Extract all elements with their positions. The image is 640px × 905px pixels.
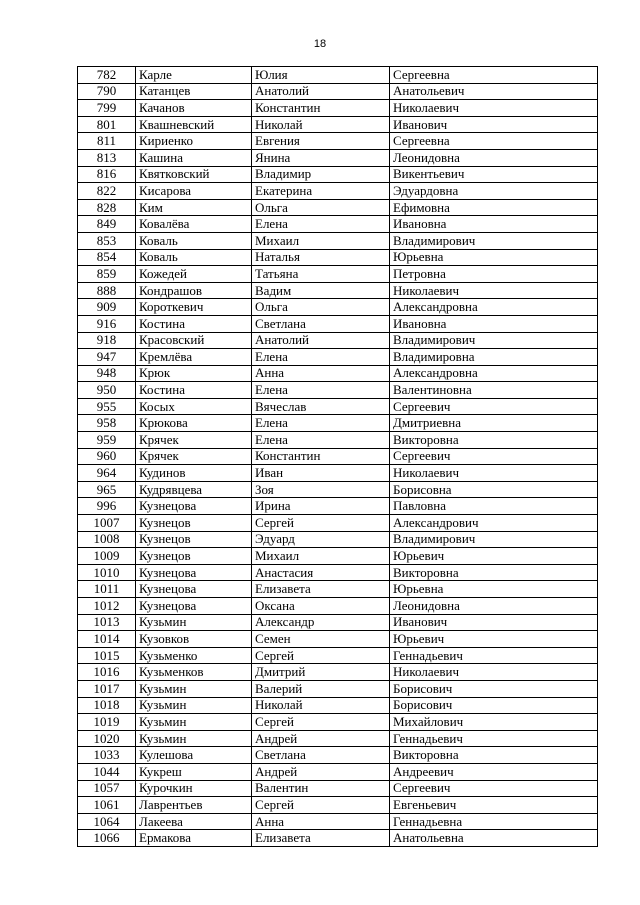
last-name-cell: Короткевич: [136, 299, 252, 316]
row-number-cell: 960: [78, 448, 136, 465]
last-name-cell: Кремлёва: [136, 349, 252, 366]
last-name-cell: Крячек: [136, 448, 252, 465]
last-name-cell: Кондрашов: [136, 282, 252, 299]
table-row: [78, 398, 598, 415]
first-name-cell: Николай: [252, 697, 390, 714]
table-row: [78, 448, 598, 465]
last-name-cell: Кукреш: [136, 763, 252, 780]
row-number-cell: 1007: [78, 515, 136, 532]
patronymic-cell: Викторовна: [390, 564, 598, 581]
last-name-cell: Кузнецов: [136, 548, 252, 565]
patronymic-cell: Юрьевна: [390, 249, 598, 266]
last-name-cell: Качанов: [136, 100, 252, 117]
last-name-cell: Кириенко: [136, 133, 252, 150]
patronymic-cell: Владимирович: [390, 332, 598, 349]
row-number-cell: 799: [78, 100, 136, 117]
table-row: [78, 83, 598, 100]
last-name-cell: Ковалёва: [136, 216, 252, 233]
patronymic-cell: Ивановна: [390, 315, 598, 332]
last-name-cell: Костина: [136, 382, 252, 399]
first-name-cell: Сергей: [252, 714, 390, 731]
first-name-cell: Светлана: [252, 315, 390, 332]
last-name-cell: Катанцев: [136, 83, 252, 100]
patronymic-cell: Петровна: [390, 266, 598, 283]
first-name-cell: Андрей: [252, 730, 390, 747]
patronymic-cell: Александровна: [390, 365, 598, 382]
patronymic-cell: Леонидовна: [390, 149, 598, 166]
table-row: [78, 216, 598, 233]
table-row: [78, 498, 598, 515]
table-row: [78, 647, 598, 664]
last-name-cell: Косых: [136, 398, 252, 415]
table-row: [78, 432, 598, 449]
name-list-body: [78, 67, 598, 847]
table-row: [78, 133, 598, 150]
table-row: [78, 315, 598, 332]
first-name-cell: Оксана: [252, 598, 390, 615]
table-row: [78, 780, 598, 797]
first-name-cell: Юлия: [252, 67, 390, 84]
first-name-cell: Наталья: [252, 249, 390, 266]
row-number-cell: 1012: [78, 598, 136, 615]
last-name-cell: Кузовков: [136, 631, 252, 648]
patronymic-cell: Юрьевич: [390, 548, 598, 565]
table-row: [78, 631, 598, 648]
first-name-cell: Валерий: [252, 680, 390, 697]
first-name-cell: Елена: [252, 415, 390, 432]
last-name-cell: Кузнецов: [136, 531, 252, 548]
table-row: [78, 548, 598, 565]
patronymic-cell: Борисовна: [390, 481, 598, 498]
table-row: [78, 614, 598, 631]
last-name-cell: Кузьмин: [136, 714, 252, 731]
row-number-cell: 1018: [78, 697, 136, 714]
row-number-cell: 1011: [78, 581, 136, 598]
patronymic-cell: Юрьевич: [390, 631, 598, 648]
table-row: [78, 266, 598, 283]
table-row: [78, 830, 598, 847]
row-number-cell: 811: [78, 133, 136, 150]
row-number-cell: 950: [78, 382, 136, 399]
last-name-cell: Крюкова: [136, 415, 252, 432]
last-name-cell: Курочкин: [136, 780, 252, 797]
patronymic-cell: Сергеевич: [390, 780, 598, 797]
last-name-cell: Кузьменков: [136, 664, 252, 681]
last-name-cell: Кузьменко: [136, 647, 252, 664]
first-name-cell: Вячеслав: [252, 398, 390, 415]
last-name-cell: Кузнецова: [136, 498, 252, 515]
patronymic-cell: Сергеевна: [390, 67, 598, 84]
row-number-cell: 1010: [78, 564, 136, 581]
table-row: [78, 349, 598, 366]
row-number-cell: 859: [78, 266, 136, 283]
patronymic-cell: Анатольевна: [390, 830, 598, 847]
patronymic-cell: Борисович: [390, 697, 598, 714]
row-number-cell: 947: [78, 349, 136, 366]
row-number-cell: 1044: [78, 763, 136, 780]
row-number-cell: 1008: [78, 531, 136, 548]
last-name-cell: Квашневский: [136, 116, 252, 133]
last-name-cell: Кузьмин: [136, 680, 252, 697]
patronymic-cell: Валентиновна: [390, 382, 598, 399]
patronymic-cell: Викторовна: [390, 747, 598, 764]
patronymic-cell: Юрьевна: [390, 581, 598, 598]
last-name-cell: Ким: [136, 199, 252, 216]
first-name-cell: Валентин: [252, 780, 390, 797]
table-row: [78, 813, 598, 830]
first-name-cell: Александр: [252, 614, 390, 631]
first-name-cell: Елена: [252, 382, 390, 399]
first-name-cell: Константин: [252, 448, 390, 465]
patronymic-cell: Ефимовна: [390, 199, 598, 216]
first-name-cell: Андрей: [252, 763, 390, 780]
first-name-cell: Ольга: [252, 199, 390, 216]
first-name-cell: Елизавета: [252, 581, 390, 598]
row-number-cell: 1057: [78, 780, 136, 797]
row-number-cell: 965: [78, 481, 136, 498]
patronymic-cell: Николаевич: [390, 100, 598, 117]
patronymic-cell: Николаевич: [390, 465, 598, 482]
last-name-cell: Кожедей: [136, 266, 252, 283]
patronymic-cell: Геннадьевич: [390, 647, 598, 664]
patronymic-cell: Владимирович: [390, 232, 598, 249]
first-name-cell: Зоя: [252, 481, 390, 498]
patronymic-cell: Николаевич: [390, 664, 598, 681]
table-row: [78, 199, 598, 216]
table-row: [78, 249, 598, 266]
patronymic-cell: Леонидовна: [390, 598, 598, 615]
row-number-cell: 1061: [78, 797, 136, 814]
first-name-cell: Елена: [252, 432, 390, 449]
row-number-cell: 948: [78, 365, 136, 382]
row-number-cell: 959: [78, 432, 136, 449]
table-row: [78, 797, 598, 814]
patronymic-cell: Александровна: [390, 299, 598, 316]
first-name-cell: Екатерина: [252, 183, 390, 200]
patronymic-cell: Сергеевич: [390, 448, 598, 465]
first-name-cell: Сергей: [252, 647, 390, 664]
table-row: [78, 680, 598, 697]
row-number-cell: 822: [78, 183, 136, 200]
row-number-cell: 801: [78, 116, 136, 133]
first-name-cell: Анатолий: [252, 83, 390, 100]
first-name-cell: Ирина: [252, 498, 390, 515]
patronymic-cell: Иванович: [390, 614, 598, 631]
table-row: [78, 515, 598, 532]
patronymic-cell: Евгеньевич: [390, 797, 598, 814]
table-row: [78, 415, 598, 432]
row-number-cell: 918: [78, 332, 136, 349]
first-name-cell: Эдуард: [252, 531, 390, 548]
first-name-cell: Татьяна: [252, 266, 390, 283]
table-row: [78, 697, 598, 714]
last-name-cell: Кисарова: [136, 183, 252, 200]
first-name-cell: Николай: [252, 116, 390, 133]
first-name-cell: Ольга: [252, 299, 390, 316]
patronymic-cell: Андреевич: [390, 763, 598, 780]
last-name-cell: Кулешова: [136, 747, 252, 764]
name-list-table: [77, 66, 598, 847]
row-number-cell: 888: [78, 282, 136, 299]
row-number-cell: 996: [78, 498, 136, 515]
patronymic-cell: Геннадьевич: [390, 730, 598, 747]
first-name-cell: Анастасия: [252, 564, 390, 581]
last-name-cell: Крюк: [136, 365, 252, 382]
last-name-cell: Кашина: [136, 149, 252, 166]
table-row: [78, 664, 598, 681]
first-name-cell: Елена: [252, 349, 390, 366]
row-number-cell: 1014: [78, 631, 136, 648]
row-number-cell: 1020: [78, 730, 136, 747]
row-number-cell: 828: [78, 199, 136, 216]
patronymic-cell: Геннадьевна: [390, 813, 598, 830]
row-number-cell: 854: [78, 249, 136, 266]
patronymic-cell: Борисович: [390, 680, 598, 697]
table-row: [78, 166, 598, 183]
row-number-cell: 1066: [78, 830, 136, 847]
patronymic-cell: Михайлович: [390, 714, 598, 731]
last-name-cell: Кузнецова: [136, 581, 252, 598]
last-name-cell: Кузьмин: [136, 697, 252, 714]
row-number-cell: 1017: [78, 680, 136, 697]
table-row: [78, 730, 598, 747]
first-name-cell: Сергей: [252, 797, 390, 814]
row-number-cell: 1016: [78, 664, 136, 681]
table-row: [78, 531, 598, 548]
last-name-cell: Карле: [136, 67, 252, 84]
row-number-cell: 964: [78, 465, 136, 482]
table-row: [78, 581, 598, 598]
last-name-cell: Кудрявцева: [136, 481, 252, 498]
table-row: [78, 481, 598, 498]
last-name-cell: Красовский: [136, 332, 252, 349]
row-number-cell: 849: [78, 216, 136, 233]
first-name-cell: Анна: [252, 813, 390, 830]
table-row: [78, 299, 598, 316]
patronymic-cell: Викторовна: [390, 432, 598, 449]
first-name-cell: Михаил: [252, 232, 390, 249]
row-number-cell: 909: [78, 299, 136, 316]
row-number-cell: 790: [78, 83, 136, 100]
last-name-cell: Коваль: [136, 249, 252, 266]
last-name-cell: Коваль: [136, 232, 252, 249]
first-name-cell: Семен: [252, 631, 390, 648]
last-name-cell: Лаврентьев: [136, 797, 252, 814]
row-number-cell: 1015: [78, 647, 136, 664]
patronymic-cell: Николаевич: [390, 282, 598, 299]
patronymic-cell: Дмитриевна: [390, 415, 598, 432]
patronymic-cell: Павловна: [390, 498, 598, 515]
last-name-cell: Кузнецова: [136, 598, 252, 615]
first-name-cell: Елизавета: [252, 830, 390, 847]
table-row: [78, 763, 598, 780]
patronymic-cell: Ивановна: [390, 216, 598, 233]
first-name-cell: Владимир: [252, 166, 390, 183]
patronymic-cell: Александрович: [390, 515, 598, 532]
patronymic-cell: Владимирович: [390, 531, 598, 548]
table-row: [78, 232, 598, 249]
first-name-cell: Константин: [252, 100, 390, 117]
patronymic-cell: Анатольевич: [390, 83, 598, 100]
page-number: 18: [313, 38, 327, 50]
patronymic-cell: Сергеевич: [390, 398, 598, 415]
patronymic-cell: Владимировна: [390, 349, 598, 366]
first-name-cell: Вадим: [252, 282, 390, 299]
first-name-cell: Дмитрий: [252, 664, 390, 681]
row-number-cell: 955: [78, 398, 136, 415]
row-number-cell: 816: [78, 166, 136, 183]
first-name-cell: Светлана: [252, 747, 390, 764]
table-row: [78, 598, 598, 615]
table-row: [78, 100, 598, 117]
table-row: [78, 116, 598, 133]
row-number-cell: 1009: [78, 548, 136, 565]
table-row: [78, 183, 598, 200]
patronymic-cell: Викентьевич: [390, 166, 598, 183]
patronymic-cell: Эдуардовна: [390, 183, 598, 200]
row-number-cell: 1064: [78, 813, 136, 830]
last-name-cell: Кудинов: [136, 465, 252, 482]
row-number-cell: 853: [78, 232, 136, 249]
first-name-cell: Евгения: [252, 133, 390, 150]
first-name-cell: Михаил: [252, 548, 390, 565]
last-name-cell: Кузьмин: [136, 730, 252, 747]
first-name-cell: Анна: [252, 365, 390, 382]
patronymic-cell: Иванович: [390, 116, 598, 133]
first-name-cell: Сергей: [252, 515, 390, 532]
row-number-cell: 916: [78, 315, 136, 332]
last-name-cell: Кузьмин: [136, 614, 252, 631]
table-row: [78, 465, 598, 482]
table-row: [78, 564, 598, 581]
row-number-cell: 1019: [78, 714, 136, 731]
table-row: [78, 382, 598, 399]
table-row: [78, 67, 598, 84]
last-name-cell: Квятковский: [136, 166, 252, 183]
row-number-cell: 1013: [78, 614, 136, 631]
table-row: [78, 747, 598, 764]
first-name-cell: Елена: [252, 216, 390, 233]
row-number-cell: 958: [78, 415, 136, 432]
table-row: [78, 149, 598, 166]
table-row: [78, 714, 598, 731]
last-name-cell: Ермакова: [136, 830, 252, 847]
row-number-cell: 782: [78, 67, 136, 84]
row-number-cell: 1033: [78, 747, 136, 764]
table-row: [78, 332, 598, 349]
last-name-cell: Крячек: [136, 432, 252, 449]
first-name-cell: Янина: [252, 149, 390, 166]
row-number-cell: 813: [78, 149, 136, 166]
first-name-cell: Иван: [252, 465, 390, 482]
last-name-cell: Лакеева: [136, 813, 252, 830]
last-name-cell: Кузнецов: [136, 515, 252, 532]
first-name-cell: Анатолий: [252, 332, 390, 349]
last-name-cell: Кузнецова: [136, 564, 252, 581]
last-name-cell: Костина: [136, 315, 252, 332]
table-row: [78, 282, 598, 299]
patronymic-cell: Сергеевна: [390, 133, 598, 150]
table-row: [78, 365, 598, 382]
